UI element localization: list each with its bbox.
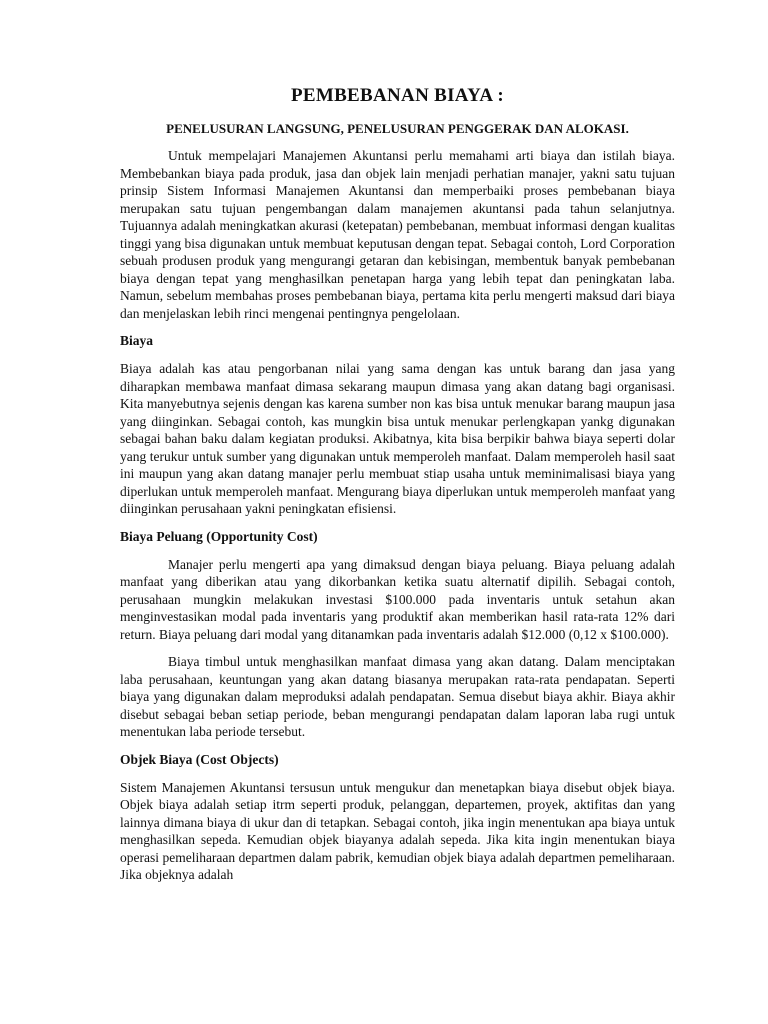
document-title: PEMBEBANAN BIAYA :	[290, 85, 505, 106]
section-heading-objek-biaya: Objek Biaya (Cost Objects)	[120, 751, 279, 767]
document-subtitle: PENELUSURAN LANGSUNG, PENELUSURAN PENGGERAK DAN ALOKASI.	[166, 121, 629, 136]
biaya-peluang-paragraph-2: Biaya timbul untuk menghasilkan manfaat dimasa yang akan datang. Dalam menciptakan laba perusahaan, keuntungan yang akan datang biasanya merupakan rata-rata pendapatan. Seperti biaya yang digunakan dalam meproduksi adalah pendapatan. Semua disebut biaya akhir. Biaya akhir disebut sebagai beban setiap periode, beban mengurangi pendapatan dalam laporan laba rugi untuk menentukan laba periode tersebut.	[120, 654, 675, 739]
section-heading-biaya-peluang: Biaya Peluang (Opportunity Cost)	[120, 528, 318, 544]
objek-biaya-paragraph: Sistem Manajemen Akuntansi tersusun untuk mengukur dan menetapkan biaya disebut objek biaya. Objek biaya adalah setiap itrm seperti produk, pelanggan, departemen, proyek, aktifitas dan yang lainnya dimana biaya di ukur dan di tetapkan. Sebagai contoh, jika ingin menentukan apa biaya untuk menghasilkan sepeda. Kemudian objek biayanya adalah sepeda. Jika kita ingin menentukan biaya operasi pemeliharaan departmen dalam pabrik, kemudian objek biaya adalah departmen pemeliharaan. Jika objeknya adalah	[120, 779, 675, 882]
biaya-peluang-paragraph-1: Manajer perlu mengerti apa yang dimaksud dengan biaya peluang. Biaya peluang adalah manfaat yang diberikan atau yang dikorbankan ketika suatu alternatif dipilih. Sebagai contoh, perusahaan mungkin melakukan investasi $100.000 pada inventaris untuk setahun akan menginvestasikan modal pada inventaris yang produktif akan memberikan hasil rata-rata 12% dari return. Biaya peluang dari modal yang ditanamkan pada inventaris adalah $12.000 (0,12 x $100.000).	[120, 556, 675, 642]
section-heading-biaya: Biaya	[120, 333, 154, 348]
document-page	[120, 84, 675, 894]
biaya-paragraph: Biaya adalah kas atau pengorbanan nilai yang sama dengan kas untuk barang dan jasa yang diharapkan membawa manfaat dimasa sekarang maupun dimasa yang akan datang bagi organisasi. Kita manyebutnya sejenis dengan kas karena sumber non kas bisa untuk menukar barang maupun jasa yang diinginkan. Sebagai contoh, kas mungkin bisa untuk menukar perlengkapan yankg digunakan sebagai bahan baku dalam kegiatan produksi. Akibatnya, kita bisa berpikir bahwa biaya seperti dolar yang terukur untuk sumber yang digunakan untuk memperoleh manfaat. Dalam memperoleh hasil saat ini maupun yang akan datang manajer perlu membuat stiap usaha untuk meminimalisasi biaya yang diperlukan untuk memperoleh manfaat. Mengurang biaya diperlukan untuk memperoleh manfaat yang diinginkan perusahaan yakni peningkatan efisiensi.	[120, 361, 675, 516]
intro-paragraph: Untuk mempelajari Manajemen Akuntansi perlu memahami arti biaya dan istilah biaya. Membebankan biaya pada produk, jasa dan objek lain menjadi perhatian manajer, yakni satu tujuan prinsip Sistem Informasi Manajemen Akuntansi dan memperbaiki proses pembebanan biaya merupakan satu tujuan pengembangan dalam manajemen akuntansi pada tahun selanjutnya. Tujuannya adalah meningkatkan akurasi (ketepatan) pembebanan, membuat informasi dengan kualitas tinggi yang bisa digunakan untuk membuat keputusan dengan tepat. Sebagai contoh, Lord Corporation sebuah produsen produk yang mengurangi getaran dan kebisingan, membentuk banyak pembebanan biaya dengan tepat yang menghasilkan penetapan harga yang lebih tepat dan peningkatan laba. Namun, sebelum membahas proses pembebanan biaya, pertama kita perlu mengerti maksud dari biaya dan menjelaskan lebih rinci mengenai pentingnya pengelolaan.	[120, 148, 675, 321]
